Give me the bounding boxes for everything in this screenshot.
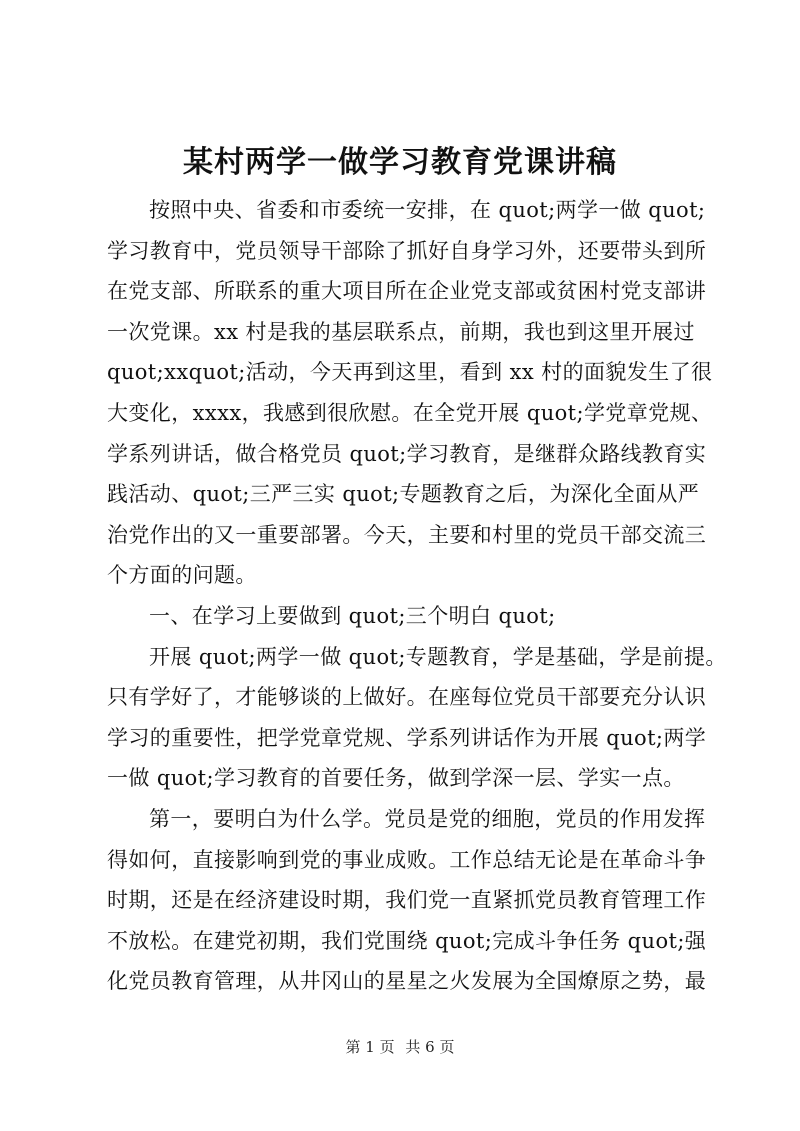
page-total: 共 6 页 bbox=[405, 1038, 455, 1056]
paragraph-line: 一做 quot;学习教育的首要任务，做到学深一层、学实一点。 bbox=[107, 766, 685, 791]
paragraph-line: 第一，要明白为什么学。党员是党的细胞，党员的作用发挥 bbox=[149, 806, 706, 831]
paragraph-line: 只有学好了，才能够谈的上做好。在座每位党员干部要充分认识 bbox=[107, 685, 707, 710]
paragraph-line: 时期，还是在经济建设时期，我们党一直紧抓党员教育管理工作 bbox=[107, 888, 707, 913]
document-title: 某村两学一做学习教育党课讲稿 bbox=[183, 145, 617, 180]
paragraph-line: 得如何，直接影响到党的事业成败。工作总结无论是在革命斗争 bbox=[107, 847, 707, 872]
paragraph-line: 在党支部、所联系的重大项目所在企业党支部或贫困村党支部讲 bbox=[107, 279, 707, 304]
paragraph-line: 治党作出的又一重要部署。今天，主要和村里的党员干部交流三 bbox=[107, 522, 707, 547]
paragraph-line: 学系列讲话，做合格党员 quot;学习教育，是继群众路线教育实 bbox=[107, 441, 707, 466]
section-heading: 一、在学习上要做到 quot;三个明白 quot; bbox=[149, 603, 556, 628]
paragraph-line: 践活动、quot;三严三实 quot;专题教育之后，为深化全面从严 bbox=[107, 482, 700, 507]
paragraph-line: 开展 quot;两学一做 quot;专题教育，学是基础，学是前提。 bbox=[149, 644, 727, 669]
paragraph-line: 学习的重要性，把学党章党规、学系列讲话作为开展 quot;两学 bbox=[107, 725, 707, 750]
paragraph-line: 化党员教育管理，从井冈山的星星之火发展为全国燎原之势，最 bbox=[107, 969, 707, 994]
page-number: 第 1 页 bbox=[345, 1038, 395, 1056]
page-footer bbox=[0, 1037, 800, 1057]
paragraph-line: 不放松。在建党初期，我们党围绕 quot;完成斗争任务 quot;强 bbox=[107, 928, 707, 953]
document-body bbox=[107, 190, 727, 1002]
paragraph-line: quot;xxquot;活动，今天再到这里，看到 xx 村的面貌发生了很 bbox=[107, 360, 713, 385]
paragraph-line: 一次党课。xx 村是我的基层联系点，前期，我也到这里开展过 bbox=[107, 319, 695, 344]
paragraph-line: 按照中央、省委和市委统一安排，在 quot;两学一做 quot; bbox=[149, 198, 706, 222]
paragraph-line: 学习教育中，党员领导干部除了抓好自身学习外，还要带头到所 bbox=[107, 238, 707, 263]
paragraph-line: 个方面的问题。 bbox=[107, 563, 257, 588]
paragraph-line: 大变化，xxxx，我感到很欣慰。在全党开展 quot;学党章党规、 bbox=[107, 400, 713, 425]
